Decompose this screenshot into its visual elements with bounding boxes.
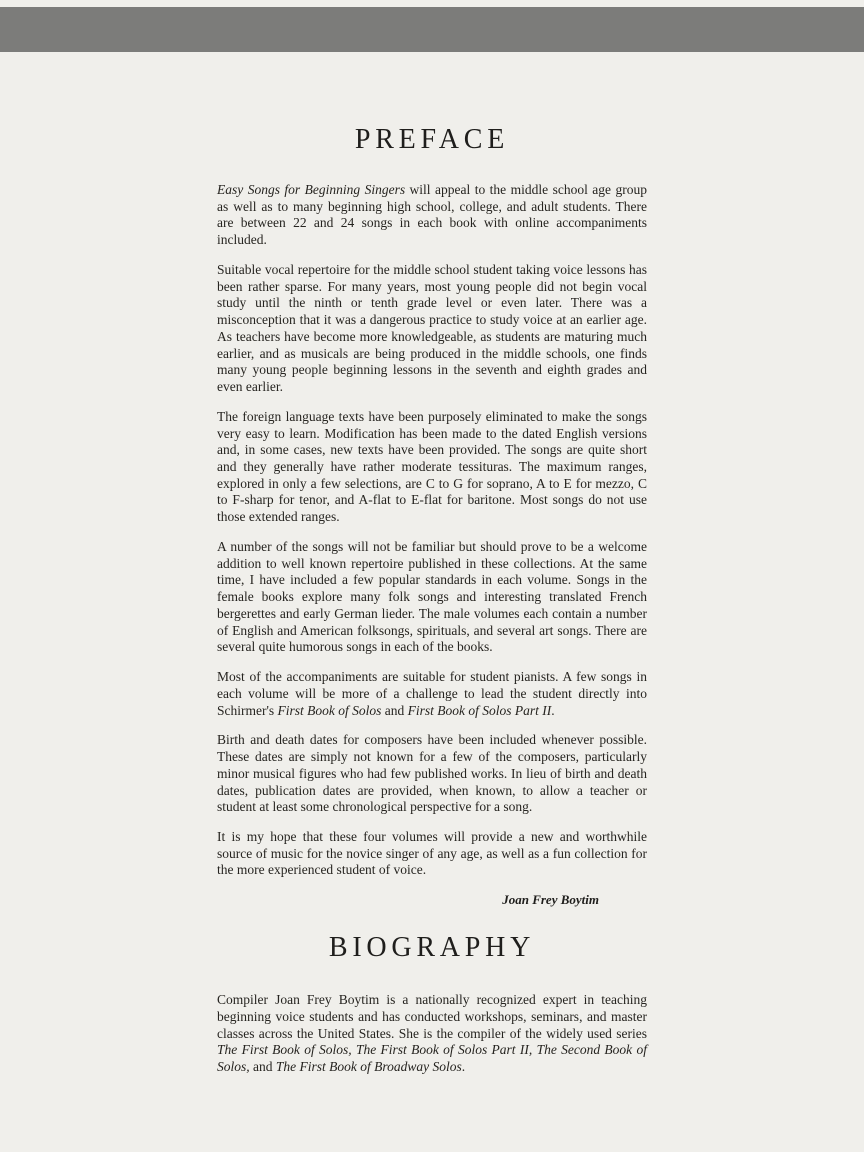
italic-text-run: First Book of Solos — [277, 702, 382, 718]
biography-paragraphs — [217, 992, 647, 1076]
paragraph — [217, 992, 647, 1076]
text-run: It is my hope that these four volumes will provide a new and worthwhile source of music for the novice singer of any age, as well as a fun collection for the more experienced student of voice. — [217, 828, 647, 878]
text-run: . — [461, 1059, 466, 1075]
paragraph — [217, 829, 647, 879]
paragraph — [217, 182, 647, 249]
text-run: . — [551, 702, 555, 718]
italic-text-run: The First Book of Solos, The First Book of Solos Part II, The Second Book of Solos, — [217, 1042, 647, 1075]
paragraph — [217, 732, 647, 816]
paragraph — [217, 409, 647, 526]
italic-text-run: Easy Songs for Beginning Singers — [217, 182, 406, 197]
text-run: The foreign language texts have been purposely eliminated to make the songs very easy to learn. Modification has been made to the dated English versions and, in some cases, new texts have been provided. The songs are quite short and they generally have rather moderate tessituras. The maximum ranges, explored in only a few selections, are C to G for soprano, A to E for mezzo, C to F-sharp for tenor, and A-flat to E-flat for baritone. Most songs do not use those extended ranges. — [217, 408, 647, 525]
preface-title: PREFACE — [354, 124, 510, 155]
text-run: Most of the accompaniments are suitable for student pianists. A few songs in each volume will be more of a challenge to lead the student directly into Schirmer's — [217, 669, 647, 718]
text-run: Compiler Joan Frey Boytim is a nationally recognized expert in teaching beginning voice students and has conducted workshops, seminars, and master classes across the United States. She is the compiler of the widely used series — [217, 992, 647, 1041]
paragraph — [217, 539, 647, 656]
text-run: Birth and death dates for composers have been included whenever possible. These dates are simply not known for a few of the composers, particularly minor musical figures who had few published works. In lieu of birth and death dates, publication dates are provided, when known, to allow a teacher or student at least some chronological perspective for a song. — [217, 732, 647, 815]
text-run: will appeal to the middle school age group as well as to many beginning high school, college, and adult students. There are between 22 and 24 songs in each book with online accompaniments included. — [217, 182, 647, 248]
text-column — [217, 124, 647, 1076]
italic-text-run: The First Book of Broadway Solos — [275, 1059, 462, 1075]
text-run: and — [381, 702, 408, 718]
signature: Joan Frey Boytim — [502, 892, 599, 908]
italic-text-run: First Book of Solos Part II — [407, 702, 552, 718]
text-run: A number of the songs will not be familiar but should prove to be a welcome addition to well known repertoire published in these collections. At the same time, I have included a few popular standards in each volume. Songs in the female books explore many folk songs and interesting translated French bergerettes and early German lieder. The male volumes each contain a number of English and American folksongs, spirituals, and several art songs. There are several quite humorous songs in each of the books. — [217, 538, 647, 655]
paragraph — [217, 669, 647, 719]
scan-top-bar — [0, 7, 864, 52]
page-content — [0, 52, 864, 1089]
preface-paragraphs — [217, 182, 647, 879]
text-run: and — [249, 1059, 276, 1075]
text-run: Suitable vocal repertoire for the middle school student taking voice lessons has been rather sparse. For many years, most young people did not begin vocal study until the ninth or tenth grade level or even later. There was a misconception that it was a dangerous practice to study voice at an earlier age. As teachers have become more knowledgeable, as students are maturing much earlier, and as musicals are being produced in the middle schools, one finds many young people beginning lessons in the seventh and eighth grades and even earlier. — [217, 261, 647, 395]
biography-title: BIOGRAPHY — [328, 932, 536, 964]
paragraph — [217, 262, 647, 396]
